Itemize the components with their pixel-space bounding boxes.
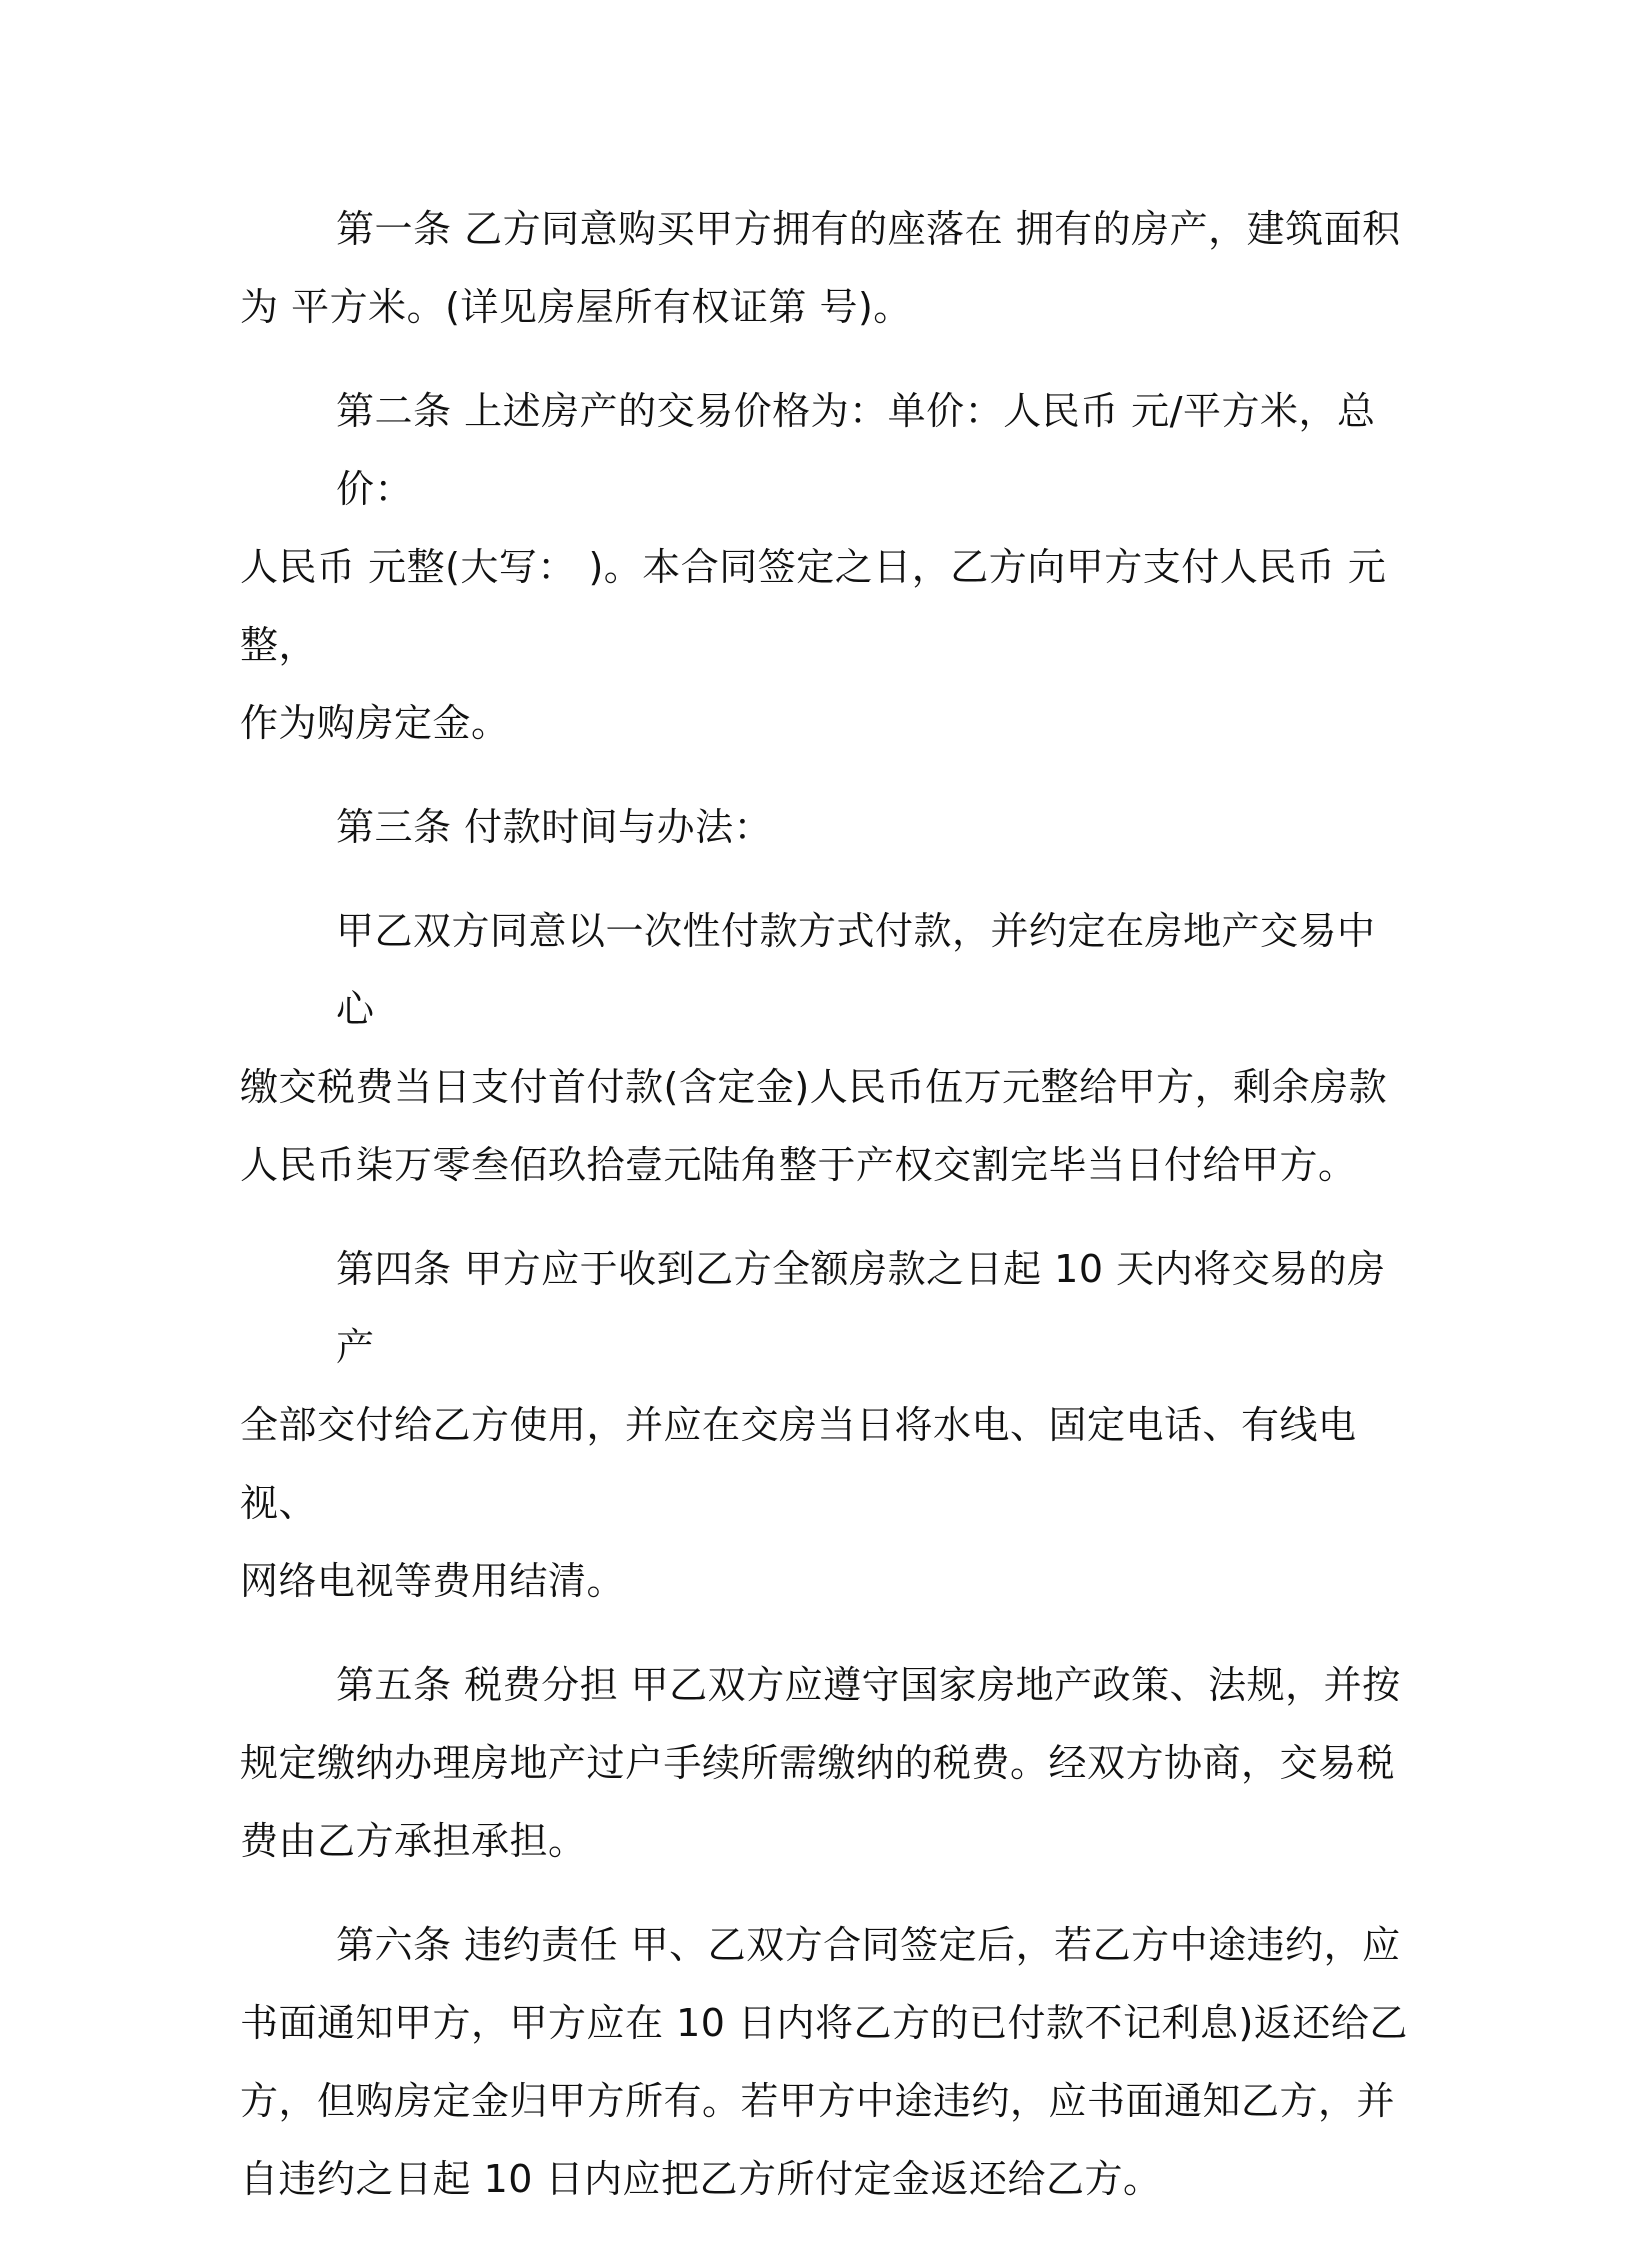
- paragraph-line: 方，但购房定金归甲方所有。若甲方中途违约，应书面通知乙方，并: [240, 2079, 1396, 2123]
- article-4-paragraph: [240, 1230, 1410, 1620]
- contract-body: [240, 190, 1410, 2244]
- paragraph-line: 全部交付给乙方使用，并应在交房当日将水电、固定电话、有线电视、: [240, 1403, 1357, 1525]
- paragraph-line: 第六条 违约责任 甲、乙双方合同签定后，若乙方中途违约，应: [336, 1923, 1401, 1967]
- article-6-paragraph: [240, 1906, 1410, 2218]
- paragraph-line: 规定缴纳办理房地产过户手续所需缴纳的税费。经双方协商，交易税: [240, 1741, 1396, 1785]
- paragraph-line: 费由乙方承担承担。: [240, 1819, 587, 1863]
- article-5-paragraph: [240, 1646, 1410, 1880]
- paragraph-line: 人民币 元整(大写： )。本合同签定之日，乙方向甲方支付人民币 元整，: [240, 545, 1387, 667]
- paragraph-line: 缴交税费当日支付首付款(含定金)人民币伍万元整给甲方，剩余房款: [240, 1065, 1388, 1109]
- article-3-paragraph: [240, 892, 1410, 1204]
- paragraph-line: 第一条 乙方同意购买甲方拥有的座落在 拥有的房产，建筑面积: [336, 207, 1401, 251]
- paragraph-line: 第三条 付款时间与办法：: [336, 805, 773, 849]
- paragraph-line: 作为购房定金。: [240, 701, 510, 745]
- paragraph-line: 甲乙双方同意以一次性付款方式付款，并约定在房地产交易中心: [336, 909, 1376, 1031]
- paragraph-line: 第五条 税费分担 甲乙双方应遵守国家房地产政策、法规，并按: [336, 1663, 1401, 1707]
- article-1-paragraph: [240, 190, 1410, 346]
- paragraph-line: 第四条 甲方应于收到乙方全额房款之日起 10 天内将交易的房产: [336, 1247, 1386, 1369]
- paragraph-line: 为 平方米。(详见房屋所有权证第 号)。: [240, 285, 912, 329]
- article-3-heading: [240, 788, 1410, 866]
- paragraph-line: 网络电视等费用结清。: [240, 1559, 626, 1603]
- article-2-paragraph: [240, 372, 1410, 762]
- paragraph-line: 人民币柒万零叁佰玖拾壹元陆角整于产权交割完毕当日付给甲方。: [240, 1143, 1357, 1187]
- paragraph-line: 自违约之日起 10 日内应把乙方所付定金返还给乙方。: [240, 2157, 1162, 2201]
- paragraph-line: 第二条 上述房产的交易价格为：单价：人民币 元/平方米，总价：: [336, 389, 1376, 511]
- paragraph-line: 书面通知甲方，甲方应在 10 日内将乙方的已付款不记利息)返还给乙: [240, 2001, 1408, 2045]
